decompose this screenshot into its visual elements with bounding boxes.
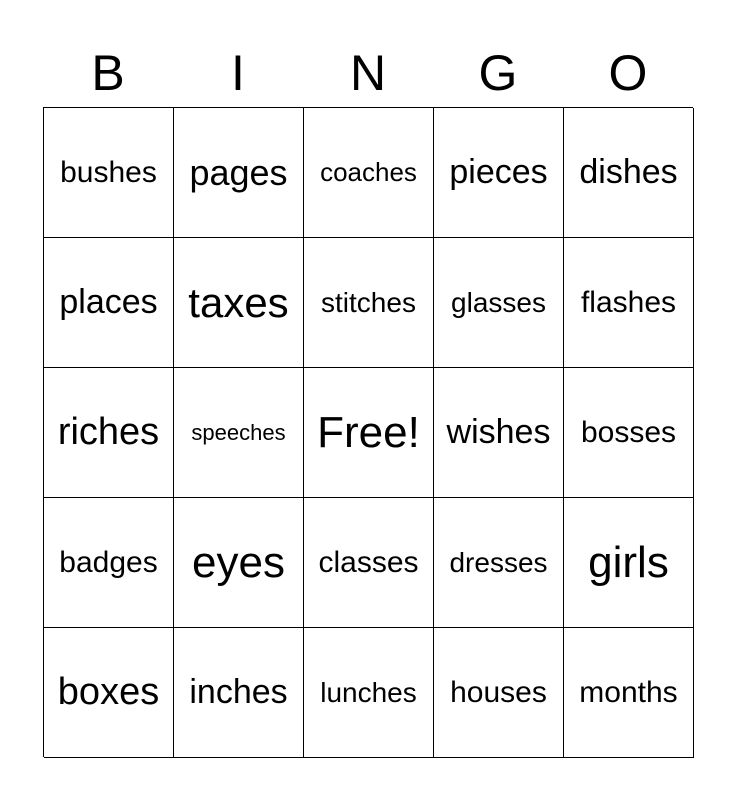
bingo-cell: pages (174, 108, 304, 238)
bingo-cell: houses (434, 628, 564, 758)
bingo-cell: classes (304, 498, 434, 628)
bingo-cell: bosses (564, 368, 694, 498)
bingo-cell: flashes (564, 238, 694, 368)
bingo-cell: eyes (174, 498, 304, 628)
bingo-cell: dishes (564, 108, 694, 238)
header-letter-b: B (91, 45, 125, 101)
bingo-cell: bushes (44, 108, 174, 238)
bingo-cell: places (44, 238, 174, 368)
bingo-cell: speeches (174, 368, 304, 498)
bingo-header (43, 40, 693, 106)
bingo-cell: stitches (304, 238, 434, 368)
bingo-board (43, 107, 693, 757)
header-letter-n: N (349, 45, 387, 101)
bingo-cell: wishes (434, 368, 564, 498)
bingo-cell: dresses (434, 498, 564, 628)
bingo-cell: glasses (434, 238, 564, 368)
header-letter-g: G (478, 45, 518, 101)
bingo-cell: months (564, 628, 694, 758)
bingo-cell: badges (44, 498, 174, 628)
header-letter-o: O (608, 45, 648, 101)
bingo-cell: girls (564, 498, 694, 628)
bingo-cell: boxes (44, 628, 174, 758)
bingo-cell: taxes (174, 238, 304, 368)
bingo-cell: coaches (304, 108, 434, 238)
header-letter-i: I (231, 45, 245, 101)
bingo-cell: lunches (304, 628, 434, 758)
bingo-cell: inches (174, 628, 304, 758)
bingo-cell: pieces (434, 108, 564, 238)
free-space: Free! (304, 368, 434, 498)
bingo-cell: riches (44, 368, 174, 498)
